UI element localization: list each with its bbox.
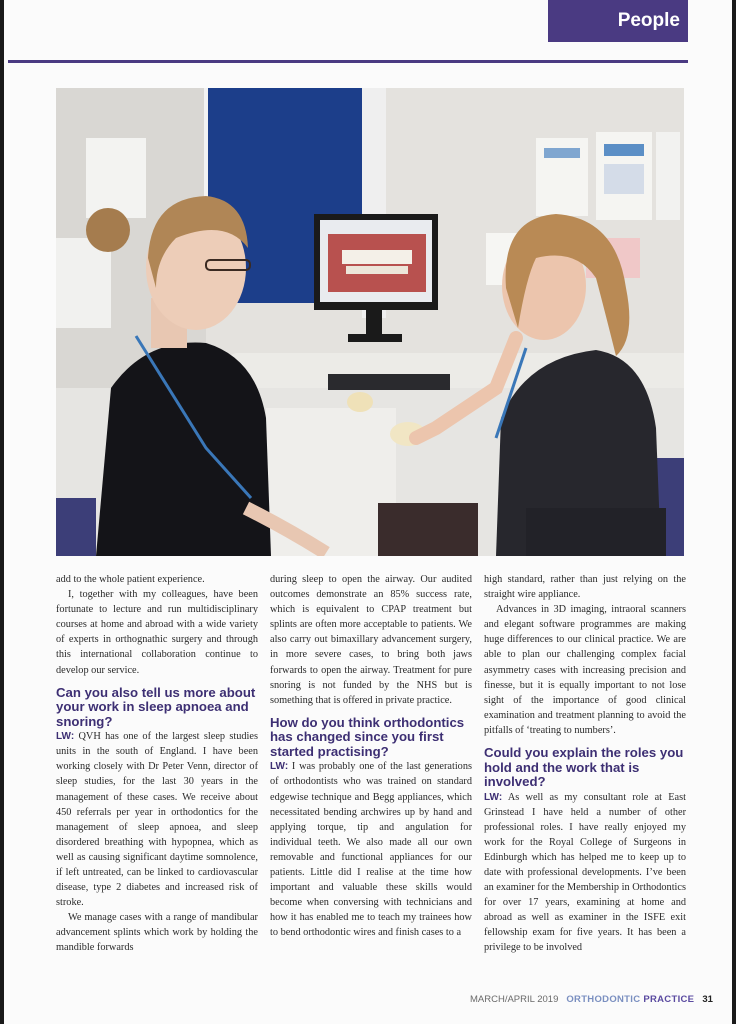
- speaker-initials: LW:: [270, 761, 289, 773]
- question-heading: Can you also tell us more about your work in sleep apnoea and snoring?: [56, 684, 256, 729]
- answer-paragraph: [56, 729, 258, 910]
- paragraph: during sleep to open the airway. Our audited outcomes demonstrate an 85% success rate, which is equivalent to CPAP treatment but splints are often more acceptable to patients. We also carry out bimaxillary advancement surgery, in more severe cases, to bring both jaws forwards to open the airway. Treatment for pure snoring is not funded by the NHS but is something that is offered in private practice.: [270, 574, 472, 706]
- page-number: 31: [702, 994, 713, 1005]
- magazine-title: [566, 994, 694, 1005]
- section-label: People: [617, 10, 680, 31]
- paragraph: add to the whole patient experience.: [56, 574, 205, 585]
- magazine-title-part-1: ORTHODONTIC: [566, 994, 641, 1005]
- answer-text: QVH has one of the largest sleep studies units in the south of England. I have been working closely with Dr Peter Venn, director of sleep studies, for the last 30 years in the management of these cases. We receive about 450 referrals per year in orthodontics for the management of sleep apnoea, and sleep disordered breathing with hypopnea, which as well as causing significant daytime somnolence, if left untreated, can be linked to cardiovascular disease, type 2 diabetes and increased risk of stroke.: [56, 731, 258, 909]
- section-tab: [548, 0, 688, 42]
- answer-paragraph: [484, 790, 686, 956]
- column-3: [484, 572, 686, 956]
- paragraph: high standard, rather than just relying on the straight wire appliance.: [484, 574, 686, 601]
- answer-paragraph: [270, 759, 472, 940]
- question-heading: Could you explain the roles you hold and the work that is involved?: [484, 745, 684, 790]
- article-photo: [56, 88, 684, 556]
- paragraph: Advances in 3D imaging, intraoral scanners and elegant software programmes are making huge differences to our clinical practice. We are able to plan our challenging complex facial asymmetry cases with increasing precision and finesse, but it is equally important to not lose sight of the importance of good clinical examination and treatment planning to avoid the pitfalls of ‘treating to numbers’.: [484, 604, 686, 736]
- answer-text: I was probably one of the last generations of orthodontists who was trained on standard edgewise technique and Begg appliances, which necessitated bending archwires up by hand and applying torque, tip and angulation for individual teeth. We also made all our own removable and functional appliances for our patients. Little did I realise at the time how important and valuable these skills would become when conversing with technicians and how it has enabled me to teach my trainees how to bend orthodontic wires and finish cases to a: [270, 761, 472, 939]
- column-1: [56, 572, 258, 956]
- magazine-title-part-2: PRACTICE: [643, 994, 695, 1005]
- article-body: [56, 572, 686, 956]
- issue-date: MARCH/APRIL 2019: [470, 994, 559, 1005]
- paragraph: We manage cases with a range of mandibular advancement splints which work by holding the mandible forwards: [56, 912, 258, 954]
- question-heading: How do you think orthodontics has changed since you first started practising?: [270, 714, 465, 759]
- page-footer: [470, 994, 713, 1005]
- header-rule: [8, 60, 688, 63]
- speaker-initials: LW:: [484, 791, 503, 803]
- column-2: [270, 572, 472, 956]
- speaker-initials: LW:: [56, 731, 75, 743]
- photo-two-women-dental-clinic-icon: [56, 88, 684, 556]
- answer-text: As well as my consultant role at East Grinstead I have held a number of other professional roles. I have really enjoyed my work for the Royal College of Surgeons in Edinburgh which has helped me to keep up to date with professional developments. I’ve been an examiner for the Membership in Orthodontics for over 17 years, examining at home and abroad as well as examiner in the ISFE exit fellowship exam for five years. It has been a privilege to be involved: [484, 791, 686, 954]
- paragraph: I, together with my colleagues, have been fortunate to lecture and run multidisciplinary courses at home and abroad with a wide variety of experts in orthognathic surgery and through this international collaboration continue to develop our service.: [56, 589, 258, 676]
